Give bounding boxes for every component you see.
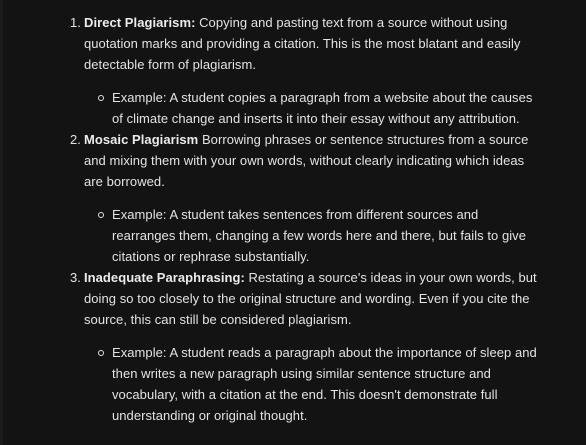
list-item-text bbox=[84, 267, 540, 330]
list-item-inadequate-paraphrasing bbox=[70, 267, 540, 426]
left-edge-divider bbox=[0, 0, 3, 445]
example-list bbox=[84, 87, 540, 129]
term-description: Borrowing phrases or sentence structures from a source and mixing them with your own words, without clearly indicating which ideas are borrowed. bbox=[84, 132, 529, 189]
example-text: Example: A student copies a paragraph from a website about the causes of climate change and inserts it into their essay without any attribution. bbox=[112, 90, 533, 126]
example-item bbox=[84, 87, 540, 129]
term-heading: Direct Plagiarism: bbox=[84, 15, 196, 30]
list-item-direct-plagiarism bbox=[70, 12, 540, 129]
hollow-bullet-icon bbox=[98, 95, 104, 101]
example-list bbox=[84, 204, 540, 267]
plagiarism-types-list bbox=[70, 12, 540, 426]
example-list bbox=[84, 342, 540, 426]
example-item bbox=[84, 342, 540, 426]
term-heading: Mosaic Plagiarism bbox=[84, 132, 199, 147]
list-number: 3. bbox=[70, 270, 81, 285]
list-item-text bbox=[84, 129, 540, 192]
list-item-text bbox=[84, 12, 540, 75]
list-number: 1. bbox=[70, 15, 81, 30]
hollow-bullet-icon bbox=[98, 350, 104, 356]
example-item bbox=[84, 204, 540, 267]
example-text: Example: A student takes sentences from different sources and rearranges them, changing a few words here and there, but fails to give citations or rephrase substantially. bbox=[112, 207, 527, 264]
term-description: Restating a source's ideas in your own words, but doing so too closely to the original structure and wording. Even if you cite the source, this can still be considered plagiarism. bbox=[84, 270, 537, 327]
hollow-bullet-icon bbox=[98, 212, 104, 218]
list-item-mosaic-plagiarism bbox=[70, 129, 540, 267]
example-text: Example: A student reads a paragraph about the importance of sleep and then writes a new paragraph using similar sentence structure and vocabulary, with a citation at the end. This doesn't demonstrate full understanding or original thought. bbox=[112, 345, 537, 423]
term-heading: Inadequate Paraphrasing: bbox=[84, 270, 245, 285]
term-description: Copying and pasting text from a source without using quotation marks and providing a citation. This is the most blatant and easily detectable form of plagiarism. bbox=[84, 15, 521, 72]
list-number: 2. bbox=[70, 132, 81, 147]
